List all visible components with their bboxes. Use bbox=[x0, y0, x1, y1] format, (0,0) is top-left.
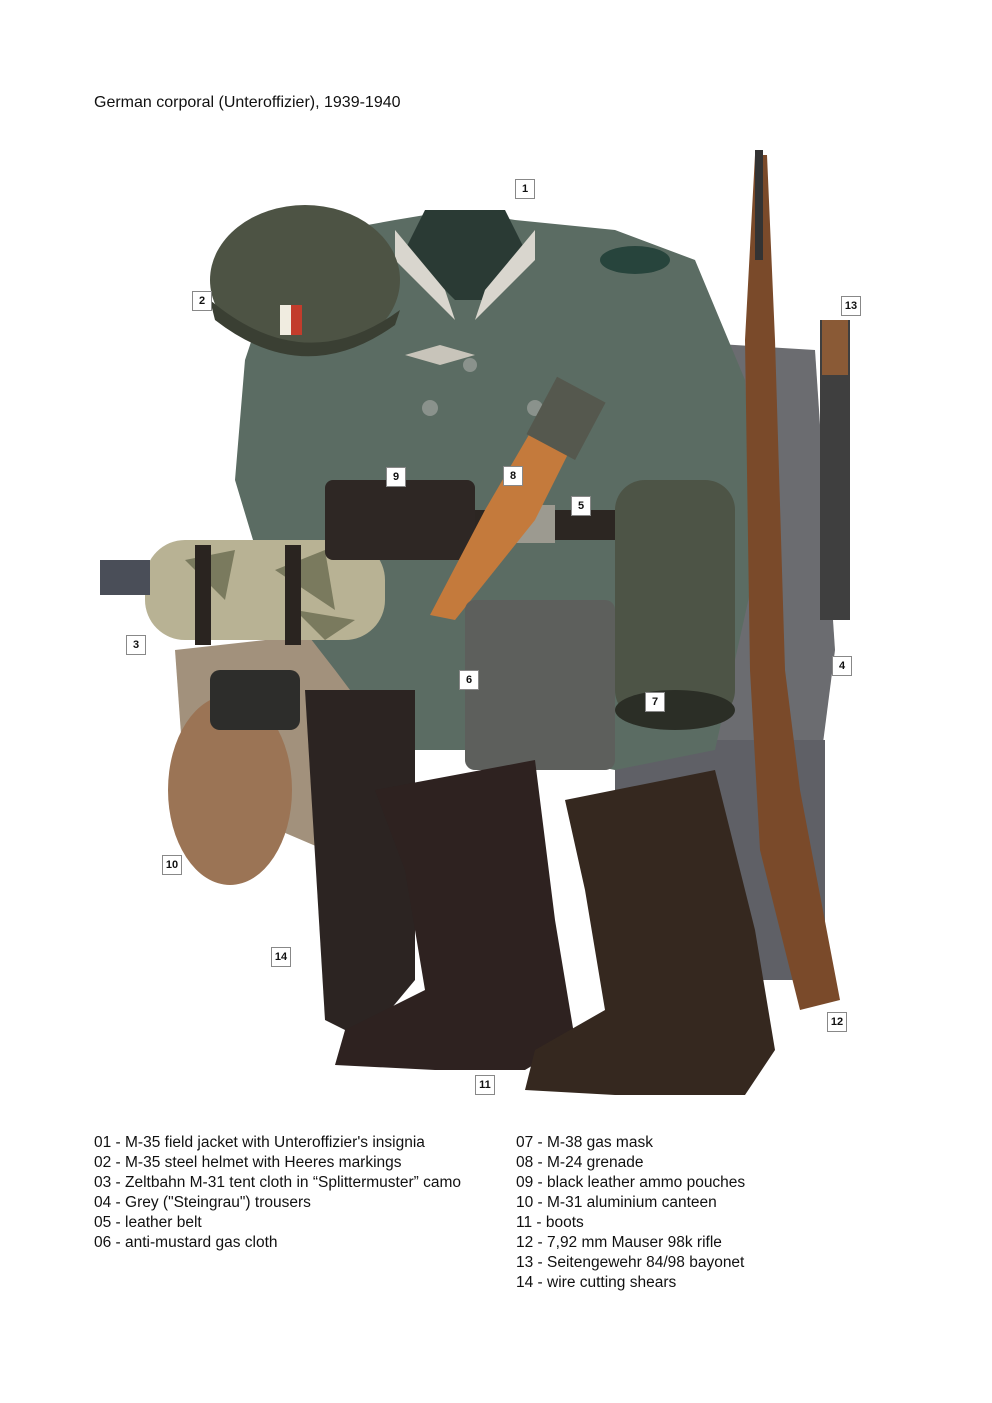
legend-item: 01 - M-35 field jacket with Unteroffizier's insignia bbox=[94, 1134, 425, 1151]
callout-4: 4 bbox=[832, 656, 852, 676]
legend-item: 07 - M-38 gas mask bbox=[516, 1134, 653, 1151]
legend-item: 09 - black leather ammo pouches bbox=[516, 1174, 746, 1191]
legend-item: 02 - M-35 steel helmet with Heeres markings bbox=[94, 1154, 402, 1171]
callout-9: 9 bbox=[386, 467, 406, 487]
legend-item: 05 - leather belt bbox=[94, 1214, 202, 1231]
gas-mask-canister-shape bbox=[615, 480, 735, 720]
uniform-equipment-photo bbox=[95, 150, 895, 1110]
legend-item: 14 - wire cutting shears bbox=[516, 1274, 677, 1291]
legend-item: 11 - boots bbox=[516, 1214, 584, 1231]
legend-item: 03 - Zeltbahn M-31 tent cloth in “Splittermuster” camo bbox=[94, 1174, 461, 1191]
callout-11: 11 bbox=[475, 1075, 495, 1095]
legend-item: 08 - M-24 grenade bbox=[516, 1154, 644, 1171]
wire-cutter-case-shape bbox=[305, 690, 415, 1040]
callout-12: 12 bbox=[827, 1012, 847, 1032]
legend-item: 13 - Seitengewehr 84/98 bayonet bbox=[516, 1254, 745, 1271]
callout-7: 7 bbox=[645, 692, 665, 712]
callout-6: 6 bbox=[459, 670, 479, 690]
callout-1: 1 bbox=[515, 179, 535, 199]
legend-item: 04 - Grey ("Steingrau") trousers bbox=[94, 1194, 311, 1211]
callout-2: 2 bbox=[192, 291, 212, 311]
callout-13: 13 bbox=[841, 296, 861, 316]
callout-10: 10 bbox=[162, 855, 182, 875]
gas-cloth-pouch-shape bbox=[465, 600, 615, 770]
ammo-pouches-shape bbox=[325, 480, 475, 560]
callout-3: 3 bbox=[126, 635, 146, 655]
legend-right-column bbox=[516, 1133, 896, 1293]
callout-14: 14 bbox=[271, 947, 291, 967]
page-title: German corporal (Unteroffizier), 1939-1940 bbox=[94, 94, 401, 111]
legend-item: 12 - 7,92 mm Mauser 98k rifle bbox=[516, 1234, 722, 1251]
callout-8: 8 bbox=[503, 466, 523, 486]
legend-item: 06 - anti-mustard gas cloth bbox=[94, 1234, 278, 1251]
legend-left-column bbox=[94, 1133, 474, 1253]
legend-item: 10 - M-31 aluminium canteen bbox=[516, 1194, 717, 1211]
callout-5: 5 bbox=[571, 496, 591, 516]
